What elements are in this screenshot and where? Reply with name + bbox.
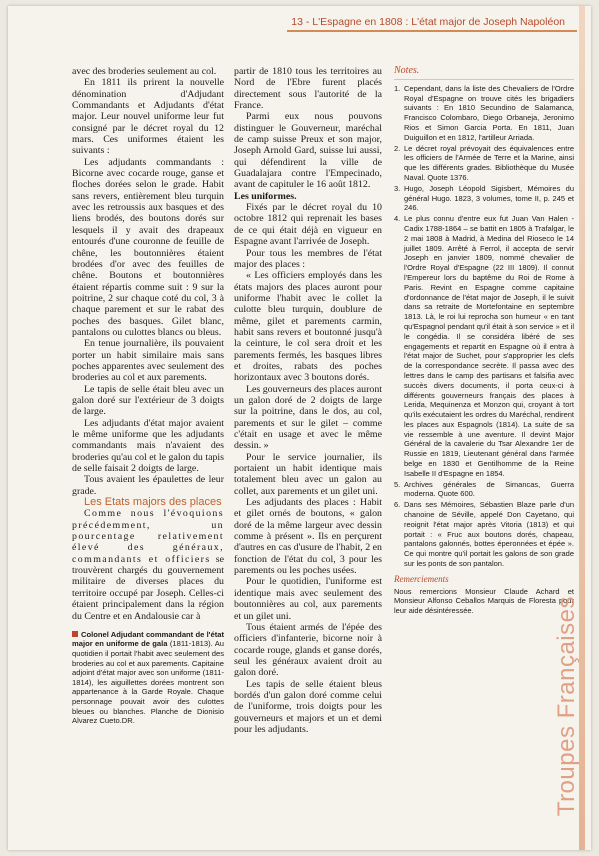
note-item xyxy=(394,214,574,479)
paragraph: avec des broderies seulement au col. xyxy=(72,66,217,77)
paragraph: « Les officiers employés dans les états majors des places auront pour uniforme l'habit avec le collet la culotte bleu turquin, doublure de même, gilet et parements carmin, habit sans revers et boutonné jusqu'à la ceinture, le col sera droit et les parements fermés, les basques libres et droites, rabats des poches horizontaux avec 3 boutons dorés. xyxy=(234,270,382,384)
notes-column xyxy=(394,66,574,616)
notes-divider xyxy=(394,79,574,80)
note-item xyxy=(394,500,574,569)
paragraph-continuation: se trouvèrent chargés du gouvernement militaire de diverses places du territoire occupé par Joseph. Celles-ci étaient principalement dans la région du Centre et en Andalousie car à xyxy=(72,553,224,622)
paragraph: Les gouverneurs des places auront un galon doré de 2 doigts de large sur la poitrine, dans le dos, au col, parements et sur le gilet – comme c'était en usage et avec le même dessin. » xyxy=(234,383,383,452)
note-text: Le décret royal prévoyait des équivalences entre les officiers de l'Armée de Terre et la Marine, ainsi que les différents grades. Bibliothèque du Musée Naval. Quote 1376. xyxy=(404,143,574,182)
paragraph: Les adjudants d'état major avaient le même uniforme que les adjudants commandants mais n'avaient des broderies qu'au col et le galon du tapis de selle faisait 2 doigts de large. xyxy=(72,417,224,475)
paragraph: Pour tous les membres de l'état major des places : xyxy=(234,247,382,270)
paragraph: Les adjudants commandants : Bicorne avec cocarde rouge, ganse et floches dorées selon le grade. Habit sans revers, entièrement bleu turquin avec les retroussis aux basques et des liens brodés, des boutons dorés sur lesquels il y avait des drapeaux entourés d'une couronne de feuille de chêne, les boutonnières étaient brodées d'or avec des feuilles de chêne. Boutons et boutonnières étaient répartis comme suit : 9 sur la poitrine, 2 sur chaque coté du col, 3 à chaque parement et sur le rabat des poches des basques. Gilet blanc, pantalons ou culottes blancs ou bleus. xyxy=(72,156,224,338)
note-item xyxy=(394,480,574,500)
note-number: 6. xyxy=(394,500,401,510)
acknowledgements-text: Nous remercions Monsieur Claude Achard et Monsieur Alfonso Ceballos Marquis de Floresta pour leur aide désintéressée. xyxy=(394,586,574,616)
paragraph: En tenue journalière, ils pouvaient porter un habit similaire mais sans poches apparentes avec seulement des broderies au col et aux parements. xyxy=(72,338,224,384)
text-column-1 xyxy=(72,66,224,726)
paragraph: Le tapis de selle était bleu avec un galon doré sur l'extérieur de 3 doigts de large. xyxy=(72,383,224,418)
note-item xyxy=(394,144,574,183)
section-sidebar xyxy=(553,6,585,850)
subheading: Les uniformes. xyxy=(234,190,297,202)
note-text: Hugo, Joseph Léopold Sigisbert, Mémoires du général Hugo. 1823, 3 volumes, tome II, p. 245 et 246. xyxy=(404,183,574,213)
running-head-text: 13 - L'Espagne en 1808 : L'état major de Joseph Napoléon xyxy=(291,16,565,28)
paragraph: Pour le quotidien, l'uniforme est identique mais avec seulement des boutonnières au col, aux parements et un gilet uni. xyxy=(234,576,382,622)
section-heading: Les Etats majors des places xyxy=(84,496,222,509)
note-item xyxy=(394,184,574,213)
note-number: 2. xyxy=(394,143,401,153)
note-number: 3. xyxy=(394,183,401,193)
note-text: Le plus connu d'entre eux fut Juan Van Halen - Cadix 1788-1864 – se battit en 1805 à Trafalgar, le 2 mai 1808 à Madrid, à Medina del Rioseco le 14 juillet 1809. Arrêté à Ferrol, il accepta de servir Joseph en janvier 1809, nommé chevalier de l'Ordre Royal d'Espagne (22 III 1809). Il connut l'Empereur lors du baptême du Roi de Rome à Paris. Revint en Espagne comme capitaine d'ordonnance de l'état major de Joseph, il le suivit dans sa retraite de Mortefontaine en septembre 1813. Là, le roi lui reprocha son humeur « en tant qu'Espagnol pendant qu'il était à son service » et il le congédia. Il se considéra libéré de ses engagements et repartit en Espagne où il entra à l'état major de Suchet, pour s'approprier les clefs de la correspondance secrète. Il passa avec des lettres dans le camp des partisans et falsifia avec succès divers documents, il porta ceux-ci à différents gouverneurs français des places à Lerida, Mequinenza et Monzon qui, croyant à tort qu'ils exécutaient les ordres du Maréchal, rendirent les places aux Espagnols (1814). La suite de sa vie ressemble à une aventure. Il devint Major Général de la cavalerie du Tsar Alexandre 1er de Russie en 1819, Lieutenant général dans l'armée belge en 1830 et Gentilhomme de la Reine Isabelle II d'Espagne en 1854. xyxy=(404,214,574,478)
note-number: 4. xyxy=(394,214,401,224)
note-number: 5. xyxy=(394,479,401,489)
caption-body: (1811-1813). Au quotidien il portait l'habit avec seulement des broderies au col et aux parements. Capitaine adjoint d'état major avec son uniforme (1811-1814), les aiguillettes dorées montrent son appartenance à la Garde Royale. Chaque personnage pouvait avoir des culottes bleues ou blanches. Planche de Dionisio Alvarez Cueto.DR. xyxy=(72,639,224,726)
paragraph: Parmi eux nous pouvons distinguer le Gouverneur, maréchal de camp suisse Preux et son major, Joseph Arnold Gard, suisse lui aussi, qui défendirent la ville de Guadalajara contre l'Empecinado, avant de capituler le 16 août 1812. xyxy=(234,111,382,191)
paragraph: Les adjudants des places : Habit et gilet ornés de boutons, « galon doré de la même largeur avec dessin comme à présent ». Ils en perçurent d'autres en cas d'usure de l'habit, 2 en fonction de l'état du col, 3 pour les parements ou les poches usées. xyxy=(234,497,382,577)
running-head-rule xyxy=(287,30,577,32)
note-item xyxy=(394,84,574,143)
acknowledgements-heading: Remerciements xyxy=(394,573,449,584)
paragraph xyxy=(72,508,224,621)
paragraph: Les tapis de selle étaient bleus bordés d'un galon doré comme celui de l'uniforme, trois doigts pour les gouverneurs et majors et un et demi pour les adjudants. xyxy=(234,678,382,735)
text-column-2 xyxy=(234,66,382,735)
paragraph: Fixés par le décret royal du 10 octobre 1812 qui reprenait les bases de ce qui était déjà en vigueur en Espagne avant l'arrivée de Joseph. xyxy=(234,202,382,248)
paragraph: Tous étaient armés de l'épée des officiers d'infanterie, bicorne noir à cocarde rouge, glands et ganse dorés, seul les généraux avaient droit au galon doré. xyxy=(234,621,382,679)
notes-heading: Notes. xyxy=(394,65,420,76)
figure-caption xyxy=(72,630,224,726)
spaced-text: Comme nous l'évoquions précédemment, un pourcentage relativement élevé des généraux, commandants et officiers xyxy=(72,508,224,565)
note-text: Archives générales de Simancas, Guerra moderna. Quote 600. xyxy=(404,479,574,499)
paragraph: Tous avaient les épaulettes de leur grade. xyxy=(72,474,224,497)
paragraph: En 1811 ils prirent la nouvelle dénomination d'Adjudant Commandants et Adjudants d'état major. Leur nouvel uniforme leur fut consigné par le décret royal du 12 mars. Ces uniformes étaient les suivants : xyxy=(72,77,224,157)
caption-marker-icon xyxy=(72,631,78,637)
paragraph: partir de 1810 tous les territoires au Nord de l'Ebre furent placés directement sous l'autorité de la France. xyxy=(234,66,382,112)
note-text: Cependant, dans la liste des Chevaliers de l'Ordre Royal d'Espagne on trouve cités les brigadiers suivants : En 1810 Secundino de Salamanca, Francisco Colombaro, Diego Orbaneja, Jeronimo Rios et Simon Garcia Porta. En 1811, Juan Duiguillon et en 1812, l'artilleur Arriada. xyxy=(404,83,574,142)
notes-list xyxy=(394,84,574,569)
paragraph: Pour le service journalier, ils portaient un habit identique mais totalement bleu avec un galon au collet, aux parements et un gilet uni. xyxy=(234,451,382,497)
caption-title: Colonel Adjudant commandant de l'état major en uniforme de gala xyxy=(72,629,224,649)
page xyxy=(8,6,591,850)
note-text: Dans ses Mémoires, Sébastien Blaze parle d'un chanoine de Séville, appelé Don Cayetano, qui reoignit l'état major après Vitoria (1813) et qui portait : « Fruc aux boutons dorés, chapeau, pantalons galonnés, bottes éperonnées et épée ». Ce qui montre qu'il portait les galons de son grade sur les ponts de son pantalon. xyxy=(404,500,574,569)
running-head xyxy=(291,16,565,28)
note-number: 1. xyxy=(394,83,401,93)
sidebar-title: Troupes Françaises xyxy=(553,596,580,817)
